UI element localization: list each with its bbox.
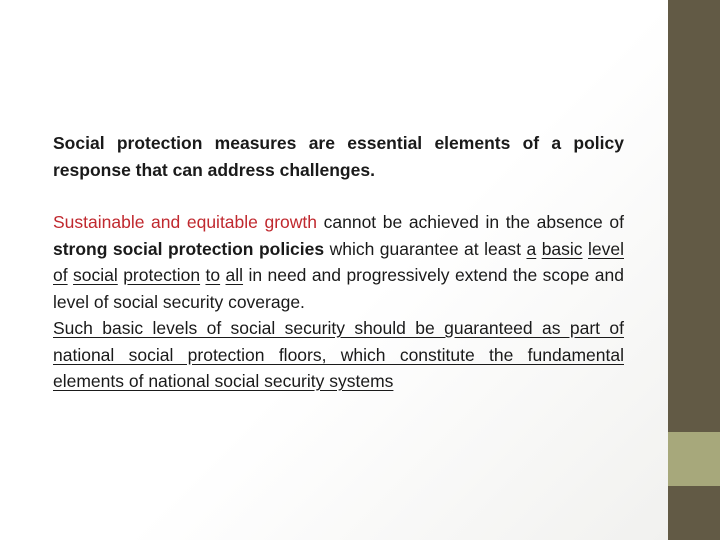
underlined-word: all [225, 265, 244, 285]
underlined-word: a [526, 238, 537, 259]
paragraph-text: which guarantee at least [324, 238, 527, 259]
sidebar-dark-footer [668, 486, 720, 540]
paragraph-growth [53, 209, 624, 315]
decorative-sidebar [668, 0, 720, 540]
bold-phrase: strong social protection policies [53, 238, 325, 259]
highlight-phrase: Sustainable and equitable growth [53, 212, 318, 232]
underlined-word: of [53, 265, 68, 285]
paragraph-floors: Such basic levels of social security should be guaranteed as part of national social protection floors, which constitute the fundamental elements of national social security systems [53, 318, 624, 391]
underlined-word: level [588, 238, 624, 259]
paragraph-text: in need and progressively extend the scope and level of social security coverage. [53, 265, 624, 312]
underlined-word: social [73, 265, 118, 285]
underlined-word: basic [541, 238, 583, 259]
sidebar-accent-band [668, 432, 720, 486]
paragraph-text: cannot be achieved in the absence of [317, 212, 624, 232]
underlined-word: protection [123, 265, 201, 285]
underlined-word: to [205, 265, 221, 285]
intro-statement: Social protection measures are essential elements of a policy response that can address challenges. [53, 133, 624, 180]
slide-content [53, 130, 624, 395]
sidebar-dark-block [668, 0, 720, 432]
